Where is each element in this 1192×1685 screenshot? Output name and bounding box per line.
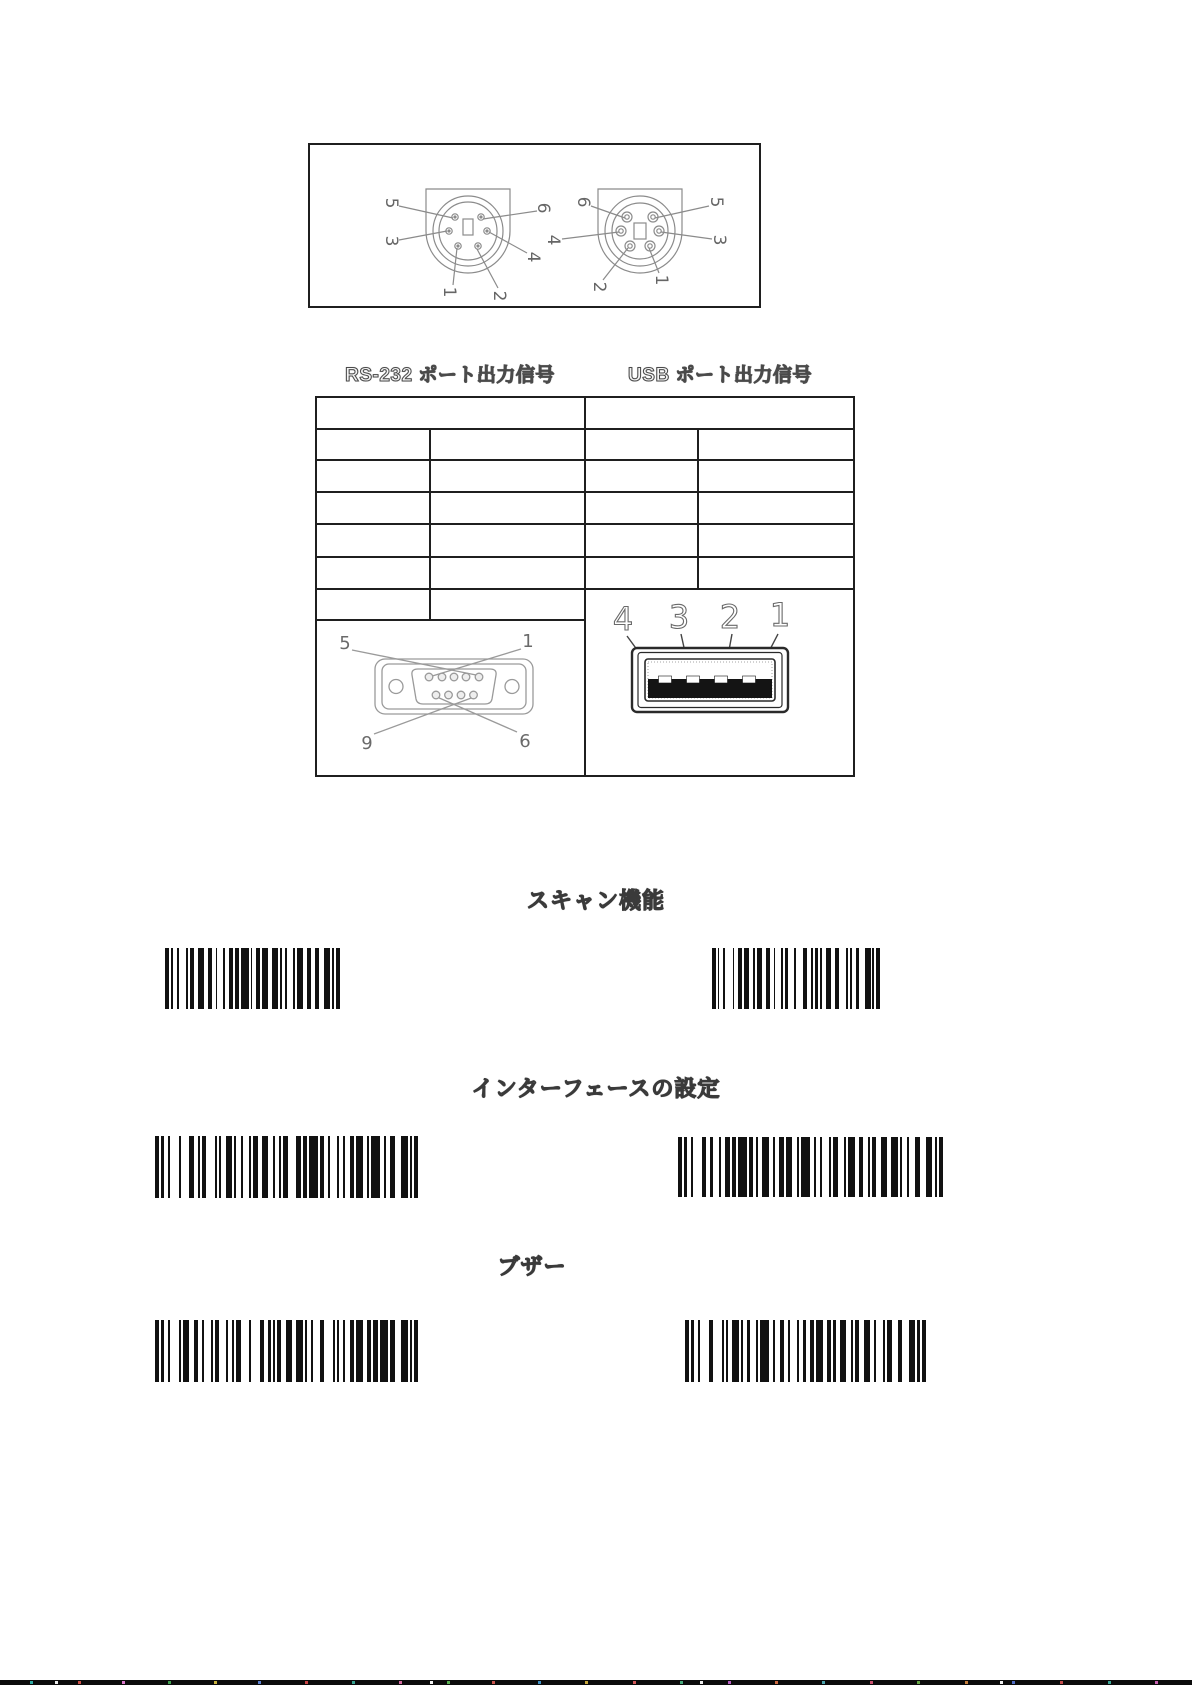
- barcode: [678, 1137, 943, 1197]
- pin-label: 4: [543, 234, 563, 246]
- section-heading-buzzer: ブザー: [497, 1254, 567, 1279]
- db9-pin9-label: 9: [361, 733, 373, 754]
- pixel-speck: [965, 1681, 968, 1684]
- db9-pin5-label: 5: [339, 633, 351, 654]
- pixel-speck: [492, 1681, 495, 1684]
- mini-din-pinout-drawing: [310, 145, 759, 306]
- pixel-speck: [55, 1681, 58, 1684]
- table-gridline: [697, 428, 699, 588]
- barcode: [712, 948, 880, 1009]
- pixel-speck: [1060, 1681, 1063, 1684]
- usb-pin2-label: 2: [719, 598, 741, 636]
- pixel-speck: [168, 1681, 171, 1684]
- db9-pin1-label: 1: [522, 631, 534, 652]
- table-gridline: [315, 428, 855, 430]
- pixel-speck: [122, 1681, 125, 1684]
- table-gridline: [315, 523, 855, 525]
- pixel-speck: [399, 1681, 402, 1684]
- pixel-speck: [585, 1681, 588, 1684]
- pixel-speck: [822, 1681, 825, 1684]
- pixel-speck: [775, 1681, 778, 1684]
- pixel-speck: [1012, 1681, 1015, 1684]
- pin-label: 6: [533, 202, 553, 214]
- pin-label: 6: [573, 196, 593, 208]
- barcode: [685, 1320, 926, 1382]
- pixel-speck: [447, 1681, 450, 1684]
- pin-label: 2: [489, 290, 509, 302]
- bottom-pixel-strip: [0, 1680, 1192, 1685]
- pixel-speck: [538, 1681, 541, 1684]
- db9-connector-drawing: [315, 619, 585, 775]
- pin-label: 2: [589, 281, 609, 293]
- pin-label: 5: [706, 196, 726, 208]
- db9-connector-body: [352, 649, 533, 734]
- usb-pin-labels: [613, 596, 790, 638]
- pixel-speck: [1000, 1681, 1003, 1684]
- usb-pin3-label: 3: [668, 598, 690, 636]
- pin-label: 3: [709, 234, 729, 246]
- pixel-speck: [633, 1681, 636, 1684]
- pixel-speck: [78, 1681, 81, 1684]
- pin-label: 1: [651, 274, 671, 286]
- pixel-speck: [352, 1681, 355, 1684]
- db9-pin6-label: 6: [519, 731, 531, 752]
- pixel-speck: [728, 1681, 731, 1684]
- table-gridline: [315, 556, 855, 558]
- usb-connector-drawing: [586, 588, 854, 776]
- pixel-speck: [214, 1681, 217, 1684]
- barcode: [155, 1320, 418, 1382]
- usb-pin4-label: 4: [612, 600, 634, 638]
- section-heading-scan-function: スキャン機能: [526, 888, 665, 913]
- barcode: [165, 948, 340, 1009]
- mini-din-female-pin-labels: [543, 197, 729, 293]
- pinout-diagram-box: [308, 143, 761, 308]
- pin-label: 5: [381, 197, 401, 209]
- usb-pin1-label: 1: [769, 596, 791, 634]
- mini-din-male-connector: [399, 189, 537, 288]
- pixel-speck: [1108, 1681, 1111, 1684]
- pixel-speck: [305, 1681, 308, 1684]
- pixel-speck: [700, 1681, 703, 1684]
- pixel-speck: [258, 1681, 261, 1684]
- usb-table-header: USB ポート出力信号: [628, 365, 812, 386]
- table-gridline: [315, 459, 855, 461]
- usb-connector-body: [632, 648, 788, 712]
- pin-label: 4: [523, 251, 543, 263]
- table-gridline: [315, 491, 855, 493]
- pixel-speck: [1155, 1681, 1158, 1684]
- pixel-speck: [680, 1681, 683, 1684]
- mini-din-male-pin-labels: [381, 198, 553, 302]
- pin-label: 1: [439, 286, 459, 298]
- rs232-table-header: RS-232 ポート出力信号: [345, 365, 555, 386]
- pixel-speck: [430, 1681, 433, 1684]
- pixel-speck: [870, 1681, 873, 1684]
- pixel-speck: [30, 1681, 33, 1684]
- pixel-speck: [917, 1681, 920, 1684]
- pin-label: 3: [381, 235, 401, 247]
- section-heading-interface-settings: インターフェースの設定: [471, 1076, 721, 1101]
- barcode: [155, 1136, 418, 1198]
